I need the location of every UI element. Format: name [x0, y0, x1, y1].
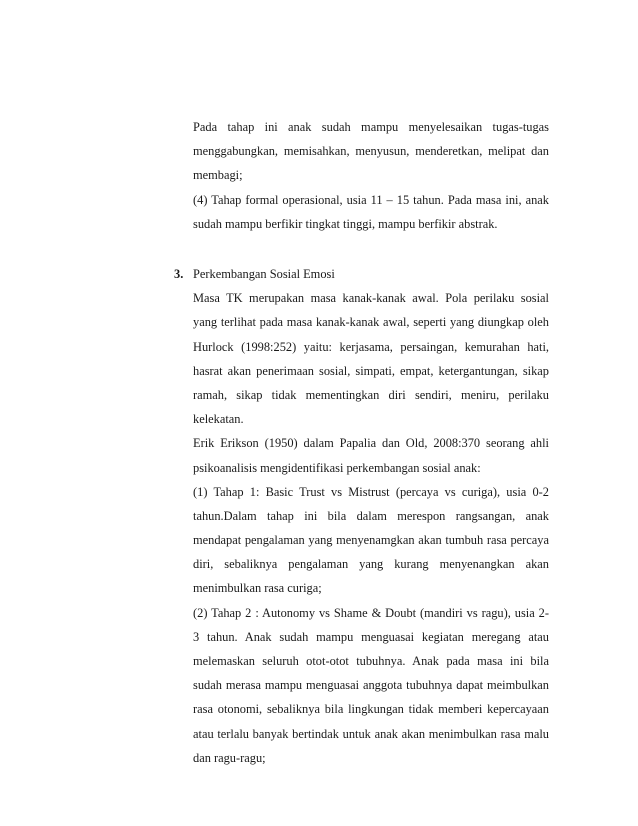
text-line: 3 tahun. Anak sudah mampu menguasai kegiatan meregang atau — [193, 629, 549, 644]
text-line: tahun.Dalam tahap ini bila dalam merespon rangsangan, anak — [193, 508, 549, 523]
text-line: melemaskan seluruh otot-otot tubuhnya. Anak pada masa ini bila — [193, 654, 549, 668]
section-heading: Perkembangan Sosial Emosi — [193, 267, 335, 281]
text-line: kelekatan. — [193, 412, 244, 427]
text-line: psikoanalisis mengidentifikasi perkembangan sosial anak: — [193, 460, 481, 475]
text-line: yang terlihat pada masa kanak-kanak awal, seperti yang diungkap oleh — [193, 315, 549, 330]
section-number: 3. — [174, 267, 184, 281]
text-line: diri, sebaliknya pengalaman yang kurang menyenangkan akan — [193, 557, 549, 572]
section-social-emotional — [193, 262, 549, 770]
text-line: (4) Tahap formal operasional, usia 11 – 15 tahun. Pada masa ini, anak — [193, 192, 549, 207]
text-line: sudah mampu berfikir tingkat tinggi, mampu berfikir abstrak. — [193, 216, 498, 231]
text-line: Pada tahap ini anak sudah mampu menyelesaikan tugas-tugas — [193, 120, 549, 134]
text-line: mendapat pengalaman yang menyenamgkan akan tumbuh rasa percaya — [193, 533, 549, 548]
text-line: Hurlock (1998:252) yaitu: kerjasama, persaingan, kemurahan hati, — [193, 339, 549, 354]
text-line: (1) Tahap 1: Basic Trust vs Mistrust (percaya vs curiga), usia 0-2 — [193, 484, 549, 499]
text-line: atau terlalu banyak bertindak untuk anak akan menimbulkan rasa malu — [193, 726, 549, 741]
text-line: rasa otonomi, sebaliknya bila lingkungan tidak memberi kepercayaan — [193, 702, 549, 717]
text-line: ramah, sikap tidak mementingkan diri sendiri, meniru, perilaku — [193, 387, 549, 402]
text-line: menggabungkan, memisahkan, menyusun, menderetkan, melipat dan — [193, 144, 549, 159]
text-line: dan ragu-ragu; — [193, 750, 266, 765]
text-line: hasrat akan penerimaan sosial, simpati, empat, ketergantungan, sikap — [193, 363, 549, 378]
text-line: menimbulkan rasa curiga; — [193, 581, 322, 596]
text-line: (2) Tahap 2 : Autonomy vs Shame & Doubt (mandiri vs ragu), usia 2- — [193, 605, 549, 620]
paragraph-formal-operational — [193, 115, 549, 236]
text-line: membagi; — [193, 168, 243, 183]
text-line: Masa TK merupakan masa kanak-kanak awal. Pola perilaku sosial — [193, 291, 549, 306]
text-line: Erik Erikson (1950) dalam Papalia dan Old, 2008:370 seorang ahli — [193, 436, 549, 451]
text-line: sudah merasa mampu menguasai anggota tubuhnya dapat meimbulkan — [193, 678, 549, 693]
